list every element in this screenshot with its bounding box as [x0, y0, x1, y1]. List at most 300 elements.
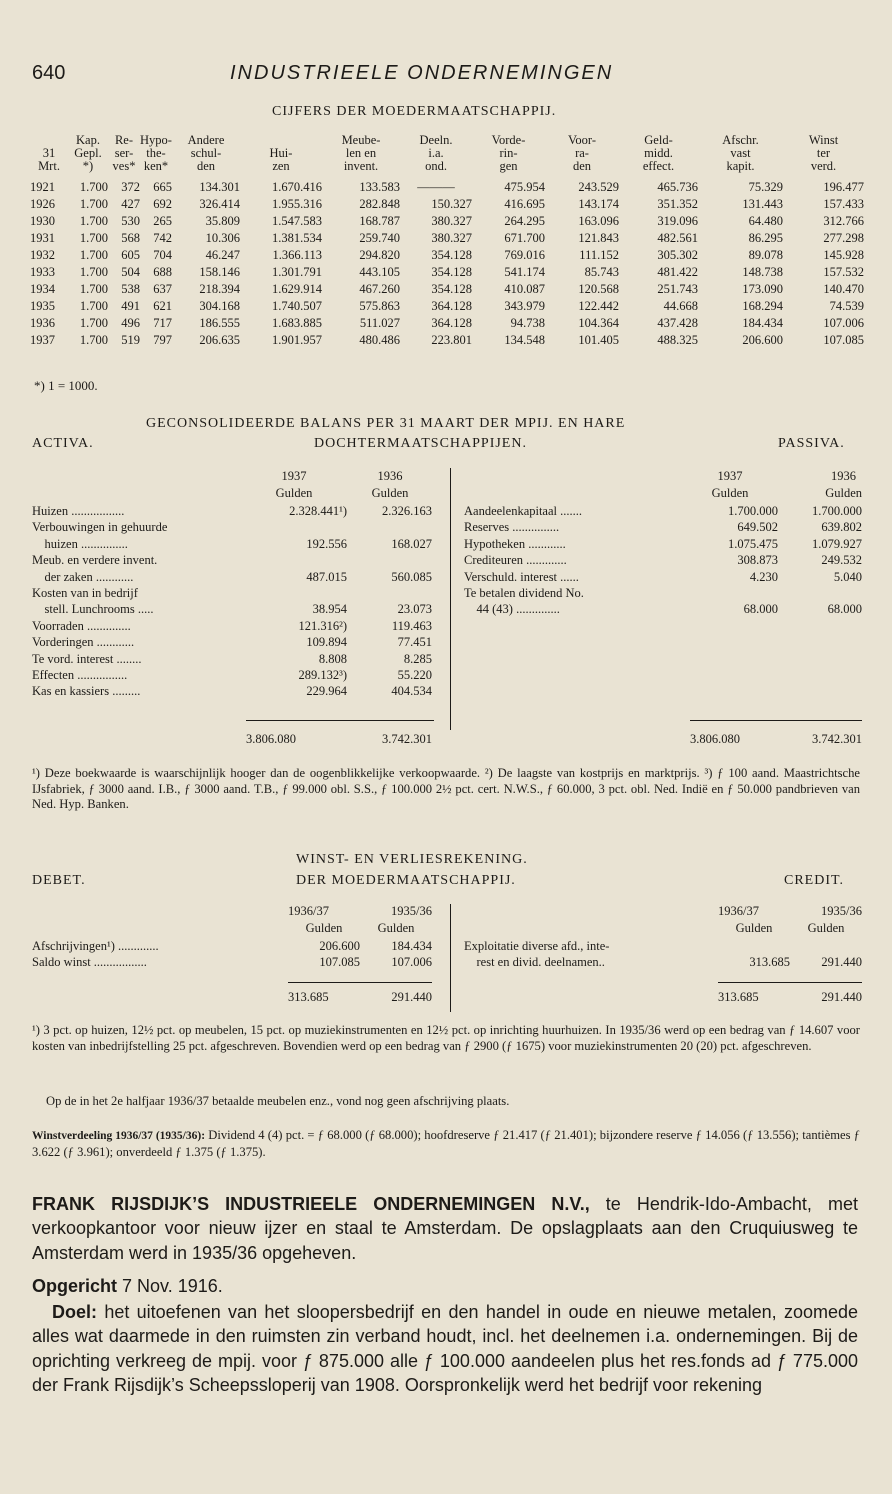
- column-header: [140, 134, 172, 179]
- table-cell: 769.016: [504, 248, 545, 262]
- winst-subtitle: DER MOEDERMAATSCHAPPIJ.: [296, 873, 516, 888]
- table-cell: 480.486: [359, 333, 400, 347]
- table-cell: 742: [153, 231, 172, 245]
- ledger-amount: [347, 585, 432, 601]
- ledger-row: [32, 569, 432, 585]
- ledger-amount: 184.434: [391, 939, 432, 953]
- table-cell: 264.295: [504, 214, 545, 228]
- passiva-col-headers: [690, 468, 862, 502]
- table-cell: 797: [153, 333, 172, 347]
- table-cell: 259.740: [359, 231, 400, 245]
- ledger-row: [464, 938, 862, 954]
- year-1937: 1937: [717, 469, 743, 483]
- ledger-row: [32, 938, 432, 954]
- column-header: [68, 134, 108, 179]
- table-cell: 1935: [30, 299, 55, 313]
- ledger-amount: 560.085: [391, 569, 432, 584]
- table-cell: 637: [153, 282, 172, 296]
- unit-label: Gulden: [305, 921, 343, 935]
- page-header: [32, 62, 864, 88]
- table-row: [30, 332, 864, 349]
- table-cell: 44.668: [663, 299, 698, 313]
- column-header: [545, 134, 619, 179]
- ledger-amount: 487.015: [306, 569, 347, 584]
- table-row: [30, 213, 864, 230]
- table-cell: 688: [153, 265, 172, 279]
- ledger-amount: 1.700.000: [812, 504, 862, 518]
- ledger-row: [464, 552, 862, 568]
- passiva-label: PASSIVA.: [778, 436, 845, 451]
- ledger-label: Huizen .................: [32, 504, 125, 518]
- ledger-amount: 68.000: [827, 602, 862, 617]
- ledger-amount: 206.600: [319, 939, 360, 953]
- year-1936-37: 1936/37: [718, 904, 759, 918]
- table-cell: 101.405: [578, 333, 619, 347]
- ledger-row: [32, 618, 432, 634]
- table-cell: 481.422: [657, 265, 698, 279]
- credit-table: [464, 938, 862, 971]
- ledger-label: Verbouwingen in gehuurde: [32, 520, 168, 535]
- table-cell: 1933: [30, 265, 55, 279]
- ledger-amount: [262, 519, 347, 535]
- column-header-line: Andere: [187, 133, 225, 147]
- ledger-row: [32, 519, 432, 535]
- table-cell: 354.128: [431, 282, 472, 296]
- unit-label: Gulden: [807, 921, 845, 935]
- table-cell: 1.700: [79, 231, 108, 245]
- opgericht-line: [32, 1274, 858, 1298]
- table-row: [30, 196, 864, 213]
- table-cell: 85.743: [584, 265, 619, 279]
- table-cell: 372: [121, 180, 140, 194]
- table-row: [30, 179, 864, 196]
- column-header-line: Kap.: [76, 133, 100, 147]
- table-cell: 575.863: [359, 299, 400, 313]
- ledger-row: [32, 667, 432, 683]
- column-header-line: 31: [42, 146, 56, 160]
- table-cell: 1936: [30, 316, 55, 330]
- column-header-line: Geld-: [644, 133, 673, 147]
- column-header-line: Winst: [808, 133, 839, 147]
- table-header-row: [30, 134, 864, 179]
- column-header: [783, 134, 864, 179]
- table-cell: 1937: [30, 333, 55, 347]
- column-header-line: Hui-: [269, 146, 293, 160]
- table-cell: 89.078: [748, 248, 783, 262]
- table1-title: CIJFERS DER MOEDERMAATSCHAPPIJ.: [272, 104, 557, 119]
- debet-col-headers: [288, 903, 432, 937]
- column-header-line: Vorde-: [491, 133, 526, 147]
- unit-label: Gulden: [371, 486, 409, 500]
- ledger-row: [464, 569, 862, 585]
- table-cell: 304.168: [199, 299, 240, 313]
- table-cell: 107.006: [823, 316, 864, 330]
- ledger-label: Kas en kassiers .........: [32, 684, 141, 699]
- column-header-line: kapit.: [726, 159, 755, 173]
- table-cell: 206.600: [742, 333, 783, 347]
- table-cell: 1926: [30, 197, 55, 211]
- table1-note: *) 1 = 1000.: [34, 378, 98, 393]
- activa-table: [32, 503, 432, 700]
- table-row: [30, 264, 864, 281]
- ledger-amount: 308.873: [737, 553, 778, 568]
- passiva-table: [464, 503, 862, 618]
- unit-label: Gulden: [711, 486, 749, 500]
- doel-label: Doel:: [52, 1302, 97, 1322]
- table-cell: 364.128: [431, 316, 472, 330]
- table-cell: 206.635: [199, 333, 240, 347]
- table-cell: 46.247: [205, 248, 240, 262]
- table-cell: 364.128: [431, 299, 472, 313]
- column-header-line: vast: [730, 146, 751, 160]
- column-header-line: den: [572, 159, 592, 173]
- table-cell: ———: [417, 180, 455, 194]
- ledger-amount: 109.894: [306, 635, 347, 650]
- table-cell: 158.146: [199, 265, 240, 279]
- table-cell: 184.434: [742, 316, 783, 330]
- table-row: [30, 281, 864, 298]
- unit-label: Gulden: [275, 486, 313, 500]
- table-cell: 121.843: [578, 231, 619, 245]
- table-cell: 704: [153, 248, 172, 262]
- table-cell: 120.568: [578, 282, 619, 296]
- table-cell: 223.801: [431, 333, 472, 347]
- ledger-row: [464, 519, 862, 535]
- table-cell: 282.848: [359, 197, 400, 211]
- ledger-amount: [347, 519, 432, 535]
- year-1935-36: 1935/36: [391, 904, 432, 918]
- debet-table: [32, 938, 432, 971]
- table-cell: 465.736: [657, 180, 698, 194]
- table-cell: 326.414: [199, 197, 240, 211]
- table-cell: 64.480: [748, 214, 783, 228]
- column-header-line: gen: [499, 159, 518, 173]
- winst-title: WINST- EN VERLIESREKENING.: [296, 852, 528, 867]
- credit-total-a: 313.685: [718, 990, 759, 1004]
- company-intro: [32, 1192, 858, 1265]
- column-header-line: verd.: [810, 159, 837, 173]
- column-header-line: Re-: [114, 133, 134, 147]
- table-cell: 482.561: [657, 231, 698, 245]
- table-cell: 621: [153, 299, 172, 313]
- ledger-label: Crediteuren .............: [464, 553, 567, 568]
- table-cell: 1932: [30, 248, 55, 262]
- company-intro-text: te Hendrik-Ido-Ambacht, met verkoopkantoor voor nieuw ijzer en staal te Amsterdam. De opslagplaats aan den Cruquiusweg te Amsterdam werd in 1935/36 opgeheven.: [32, 1194, 859, 1263]
- ledger-amount: 119.463: [391, 618, 432, 633]
- credit-total: [718, 990, 862, 1005]
- ledger-label: huizen ...............: [32, 536, 128, 551]
- cijfers-table: [30, 134, 864, 349]
- ledger-amount: 2.328.441¹): [289, 504, 347, 518]
- ledger-row: [32, 601, 432, 617]
- ledger-amount: [347, 552, 432, 568]
- column-header: [698, 134, 783, 179]
- table-cell: 1.670.416: [272, 180, 322, 194]
- column-header: [472, 134, 545, 179]
- year-1936: 1936: [831, 469, 856, 483]
- debet-label: DEBET.: [32, 873, 86, 888]
- column-header-line: ser-: [114, 146, 134, 160]
- table-cell: 186.555: [199, 316, 240, 330]
- debet-total-a: 313.685: [288, 990, 329, 1004]
- winst-footnote-2: Op de in het 2e halfjaar 1936/37 betaalde meubelen enz., vond nog geen afschrijving plaats.: [46, 1094, 510, 1108]
- table-cell: 1.700: [79, 316, 108, 330]
- table-cell: 1934: [30, 282, 55, 296]
- table-cell: 148.738: [742, 265, 783, 279]
- table-cell: 1.366.113: [272, 248, 322, 262]
- table-row: [30, 230, 864, 247]
- table-cell: 1.301.791: [272, 265, 322, 279]
- ledger-amount: 1.079.927: [812, 536, 862, 551]
- ledger-amount: 77.451: [397, 635, 432, 650]
- company-name: FRANK RIJSDIJK’S INDUSTRIEELE ONDERNEMINGEN N.V.,: [32, 1194, 590, 1214]
- activa-total-1936: 3.742.301: [382, 732, 432, 746]
- table-cell: 163.096: [578, 214, 619, 228]
- table-cell: 218.394: [199, 282, 240, 296]
- ledger-amount: 55.220: [397, 668, 432, 683]
- table-cell: 1.901.957: [272, 333, 322, 347]
- table-cell: 717: [153, 316, 172, 330]
- column-header-line: rin-: [499, 146, 518, 160]
- table-cell: 312.766: [823, 214, 864, 228]
- table-cell: 157.532: [823, 265, 864, 279]
- ledger-label: Aandeelenkapitaal .......: [464, 504, 583, 518]
- table-row: [30, 315, 864, 332]
- year-1936-37: 1936/37: [288, 904, 329, 918]
- opgericht-text: 7 Nov. 1916.: [117, 1276, 223, 1296]
- column-header-line: midd.: [644, 146, 673, 160]
- ledger-amount: [262, 552, 347, 568]
- ledger-amount: 5.040: [833, 569, 862, 584]
- table-cell: 133.583: [359, 180, 400, 194]
- table-cell: 530: [121, 214, 140, 228]
- balans-divider: [450, 468, 451, 730]
- table-cell: 75.329: [748, 180, 783, 194]
- column-header: [400, 134, 472, 179]
- column-header: [619, 134, 698, 179]
- table-cell: 243.529: [578, 180, 619, 194]
- column-header: [240, 134, 322, 179]
- winst-footnote: ¹) 3 pct. op huizen, 12½ pct. op meubelen, 15 pct. op muziekinstrumenten en 12½ pct. op inrichting huurhuizen. In 1935/36 werd op een bedrag van ƒ 14.607 voor kosten van inbedrijfstelling 25 pct. afgeschreven. Bovendien werd op een bedrag van ƒ 2900 (ƒ 1675) voor muziekinstrumenten 20 (20) pct. afgeschreven.: [32, 1023, 860, 1053]
- table-cell: 134.548: [504, 333, 545, 347]
- ledger-amount: 23.073: [397, 602, 432, 617]
- table-cell: 265: [153, 214, 172, 228]
- column-header-line: i.a.: [428, 146, 444, 160]
- opgericht-label: Opgericht: [32, 1276, 118, 1296]
- debet-total: [288, 990, 432, 1005]
- table-cell: 692: [153, 197, 172, 211]
- column-header-line: Hypo-: [140, 133, 172, 147]
- ledger-amount: 168.027: [391, 536, 432, 551]
- ledger-amount: 639.802: [821, 520, 862, 535]
- column-header-line: schul-: [190, 146, 222, 160]
- page-number: 640: [32, 62, 66, 84]
- debet-total-b: 291.440: [391, 990, 432, 1004]
- table-cell: 1.955.316: [272, 197, 322, 211]
- table-cell: 1.683.885: [272, 316, 322, 330]
- column-header-line: *): [82, 159, 94, 173]
- ledger-label: rest en divid. deelnamen..: [464, 955, 605, 970]
- column-header-line: the-: [146, 146, 166, 160]
- ledger-amount: 249.532: [821, 553, 862, 568]
- winstverdeeling: [32, 1128, 860, 1160]
- year-1935-36: 1935/36: [821, 904, 862, 918]
- table-cell: 305.302: [657, 248, 698, 262]
- ledger-amount: 291.440: [821, 955, 862, 970]
- winstverdeeling-label: Winstverdeeling 1936/37 (1935/36):: [32, 1130, 206, 1142]
- ledger-amount: 121.316²): [298, 618, 347, 633]
- ledger-row: [464, 536, 862, 552]
- ledger-row: [32, 683, 432, 699]
- column-header-line: Afschr.: [722, 133, 759, 147]
- column-header-line: ond.: [425, 159, 447, 173]
- ledger-amount: 8.285: [403, 651, 432, 666]
- ledger-label: Afschrijvingen¹) .............: [32, 939, 159, 953]
- column-header-line: den: [196, 159, 216, 173]
- ledger-label: Meub. en verdere invent.: [32, 553, 158, 568]
- table-cell: 168.294: [742, 299, 783, 313]
- ledger-label: Te betalen dividend No.: [464, 586, 584, 601]
- table-cell: 354.128: [431, 248, 472, 262]
- column-header-line: ter: [816, 146, 831, 160]
- table-cell: 410.087: [504, 282, 545, 296]
- activa-total-rule: [246, 720, 434, 721]
- table-cell: 168.787: [359, 214, 400, 228]
- ledger-row: [32, 585, 432, 601]
- table-cell: 665: [153, 180, 172, 194]
- table-cell: 1.547.583: [272, 214, 322, 228]
- column-header-line: invent.: [343, 159, 379, 173]
- year-1937: 1937: [281, 469, 307, 483]
- ledger-amount: 229.964: [306, 684, 347, 699]
- credit-col-headers: [718, 903, 862, 937]
- ledger-label: 44 (43) ..............: [464, 602, 560, 617]
- ledger-label: Hypotheken ............: [464, 536, 566, 551]
- table-cell: 1.700: [79, 197, 108, 211]
- doel-text: het uitoefenen van het sloopersbedrijf en den handel in oude en nieuwe metalen, zoomede alles wat daarmede in den ruimsten zin verband houdt, incl. het deelnemen i.a. ondernemingen. Bij de oprichting verkreeg de mpij. voor ƒ 875.000 alle ƒ 100.000 aandeelen plus het res.fonds ad ƒ 775.000 der Frank Rijsdijk’s Scheepssloperij van 1908. Oorspronkelijk werd het bedrijf voor rekening: [32, 1302, 858, 1396]
- table-cell: 467.260: [359, 282, 400, 296]
- credit-label: CREDIT.: [784, 873, 845, 888]
- table-cell: 605: [121, 248, 140, 262]
- table-cell: 496: [121, 316, 140, 330]
- ledger-label: der zaken ............: [32, 569, 134, 584]
- passiva-total-1937: 3.806.080: [690, 732, 740, 746]
- balans-footnote: ¹) Deze boekwaarde is waarschijnlijk hooger dan de oogenblikkelijke verkoopwaarde. ²) De laagste van kostprijs en marktprijs. ³) ƒ 100 aand. Maastrichtsche IJsfabriek, ƒ 3000 aand. I.B., ƒ 3000 aand. T.B., ƒ 99.000 obl. S.S., ƒ 100.000 2½ pct. cert. N.W.S., ƒ 60.000, 3 pct. obl. Ned. Indië en ƒ 50.000 pandbrieven van Ned. Hyp. Banken.: [32, 766, 860, 811]
- table-cell: 134.301: [199, 180, 240, 194]
- ledger-amount: 4.230: [749, 569, 778, 584]
- table-cell: 504: [121, 265, 140, 279]
- table-cell: 491: [121, 299, 140, 313]
- year-1936: 1936: [377, 469, 403, 483]
- column-header: [172, 134, 240, 179]
- ledger-amount: [262, 585, 347, 601]
- table-cell: 145.928: [823, 248, 864, 262]
- table-cell: 35.809: [205, 214, 240, 228]
- ledger-row: [32, 954, 432, 970]
- unit-label: Gulden: [377, 921, 415, 935]
- ledger-amount: 38.954: [312, 602, 347, 617]
- table-row: [30, 247, 864, 264]
- table-cell: 150.327: [431, 197, 472, 211]
- table-cell: 1.381.534: [272, 231, 322, 245]
- column-header-line: len en: [345, 146, 377, 160]
- ledger-amount: 404.534: [391, 684, 432, 699]
- table-cell: 475.954: [504, 180, 545, 194]
- column-header: [322, 134, 400, 179]
- column-header-line: effect.: [642, 159, 675, 173]
- column-header-line: Deeln.: [419, 133, 453, 147]
- running-title: INDUSTRIEELE ONDERNEMINGEN: [230, 62, 614, 84]
- column-header: [108, 134, 140, 179]
- column-header-line: zen: [272, 159, 290, 173]
- column-header-line: Meube-: [341, 133, 381, 147]
- balans-subtitle: DOCHTERMAATSCHAPPIJEN.: [314, 436, 527, 451]
- table-cell: 1.700: [79, 248, 108, 262]
- table-cell: 380.327: [431, 214, 472, 228]
- table-cell: 122.442: [578, 299, 619, 313]
- table-cell: 104.364: [578, 316, 619, 330]
- table-cell: 568: [121, 231, 140, 245]
- ledger-label: Vorderingen ............: [32, 635, 135, 650]
- passiva-total-1936: 3.742.301: [812, 732, 862, 746]
- table-cell: 1930: [30, 214, 55, 228]
- passiva-total: [690, 732, 862, 747]
- ledger-row: [32, 536, 432, 552]
- ledger-label: Exploitatie diverse afd., inte-: [464, 939, 610, 953]
- ledger-label: Voorraden ..............: [32, 618, 131, 633]
- ledger-amount: 313.685: [749, 955, 790, 970]
- table-cell: 1.700: [79, 214, 108, 228]
- ledger-row: [32, 651, 432, 667]
- activa-label: ACTIVA.: [32, 436, 94, 451]
- ledger-amount: 1.700.000: [728, 504, 778, 518]
- table-cell: 1.740.507: [272, 299, 322, 313]
- ledger-amount: 2.326.163: [382, 504, 432, 518]
- table-cell: 538: [121, 282, 140, 296]
- column-header-line: ra-: [575, 146, 589, 160]
- table-cell: 1.700: [79, 180, 108, 194]
- ledger-label: Reserves ...............: [464, 520, 560, 535]
- winst-divider: [450, 904, 451, 1012]
- ledger-amount: 192.556: [306, 536, 347, 551]
- credit-total-rule: [718, 982, 862, 983]
- debet-total-rule: [288, 982, 432, 983]
- table-cell: 671.700: [504, 231, 545, 245]
- table-cell: 173.090: [742, 282, 783, 296]
- table-cell: 351.352: [657, 197, 698, 211]
- credit-total-b: 291.440: [821, 990, 862, 1004]
- table-cell: 107.085: [823, 333, 864, 347]
- table-cell: 251.743: [657, 282, 698, 296]
- table-cell: 1.700: [79, 333, 108, 347]
- ledger-amount: [718, 938, 790, 954]
- column-header-line: Mrt.: [38, 159, 60, 173]
- table-cell: 319.096: [657, 214, 698, 228]
- table-cell: 157.433: [823, 197, 864, 211]
- table-cell: 343.979: [504, 299, 545, 313]
- column-header: [30, 134, 68, 179]
- table-cell: 1931: [30, 231, 55, 245]
- ledger-row: [464, 601, 862, 617]
- table-cell: 94.738: [510, 316, 545, 330]
- table-cell: 1.700: [79, 265, 108, 279]
- table-cell: 86.295: [748, 231, 783, 245]
- table-cell: 277.298: [823, 231, 864, 245]
- table-cell: 416.695: [504, 197, 545, 211]
- ledger-amount: [778, 585, 862, 601]
- ledger-row: [464, 585, 862, 601]
- ledger-label: Te vord. interest ........: [32, 651, 142, 666]
